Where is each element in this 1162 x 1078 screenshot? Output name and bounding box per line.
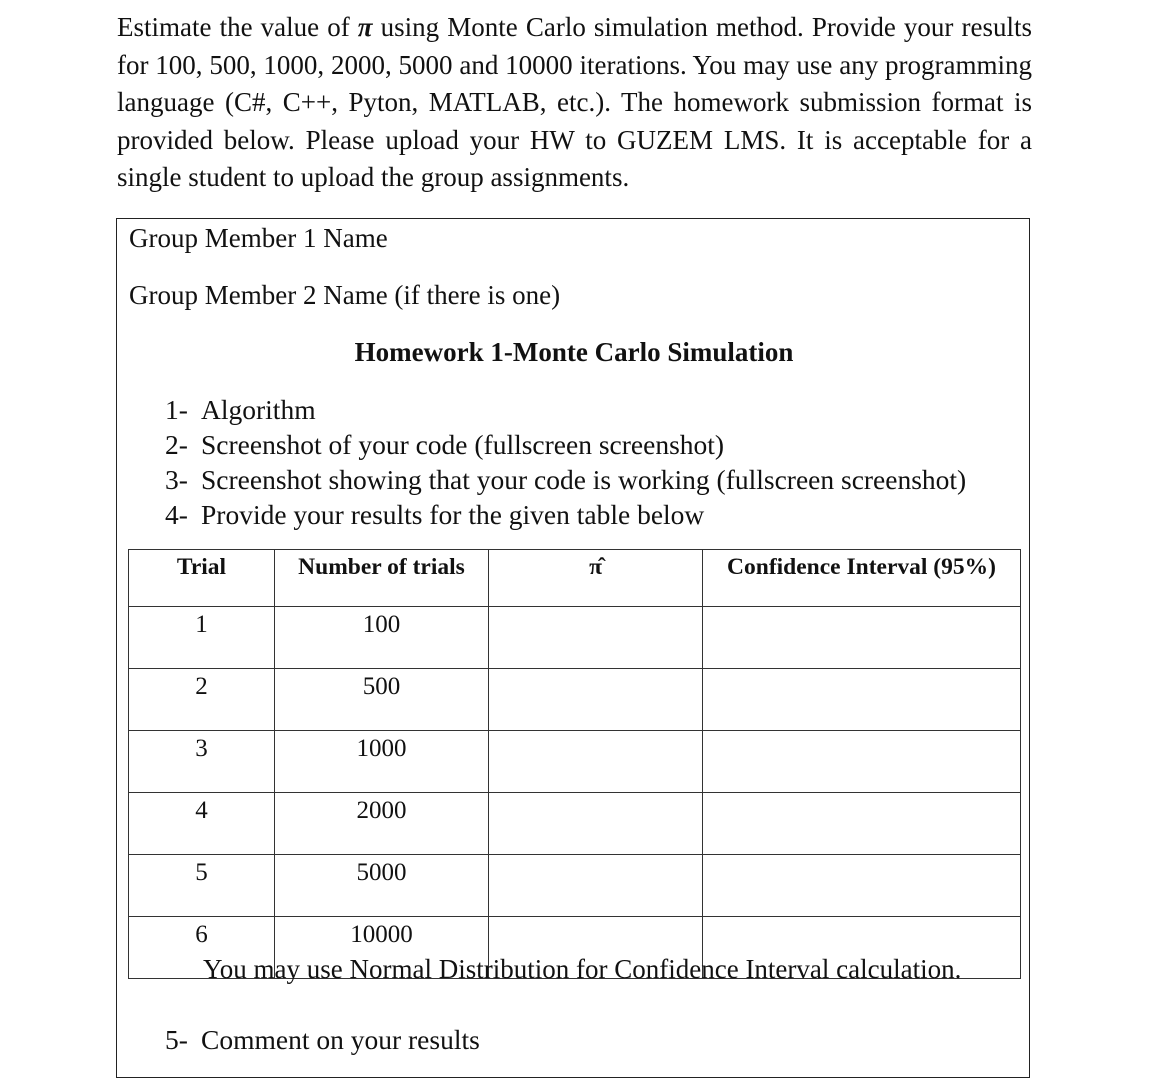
- submission-format-box: [116, 218, 1030, 1078]
- trial-cell: 4: [129, 793, 275, 855]
- pi-hat-cell: [489, 669, 703, 731]
- table-row: [129, 607, 1021, 669]
- homework-title: Homework 1-Monte Carlo Simulation: [354, 337, 794, 367]
- intro-text-start: Estimate the value of: [117, 12, 358, 42]
- trial-cell: 3: [129, 731, 275, 793]
- trial-cell: 1: [129, 607, 275, 669]
- pi-hat-cell: [489, 731, 703, 793]
- table-header-row: [129, 550, 1021, 607]
- table-row: [129, 669, 1021, 731]
- confidence-interval-note: You may use Normal Distribution for Confidence Interval calculation.: [203, 954, 962, 984]
- step-number: 1-: [165, 394, 188, 425]
- number-of-trials-cell: 1000: [275, 731, 489, 793]
- step-item: [165, 392, 966, 427]
- step-number: 2-: [165, 429, 188, 460]
- step-text: Algorithm: [201, 394, 316, 425]
- step-item: [165, 462, 966, 497]
- pi-hat-cell: [489, 793, 703, 855]
- number-of-trials-cell: 10000: [275, 917, 489, 979]
- header-confidence-interval: Confidence Interval (95%): [703, 550, 1021, 607]
- confidence-interval-cell: [703, 669, 1021, 731]
- pi-symbol: π: [357, 12, 373, 42]
- step-text: Comment on your results: [201, 1024, 480, 1055]
- intro-text-rest: using Monte Carlo simulation method. Provide your results for 100, 500, 1000, 2000, 5000 and 10000 iterations. You may use any programming language (C#, C++, Pyton, MATLAB, etc.). The homework submission format is provided below. Please upload your HW to GUZEM LMS. It is acceptable for a single student to upload the group assignments.: [117, 12, 1032, 192]
- comment-step: [165, 1024, 480, 1056]
- step-number: 5-: [165, 1024, 188, 1055]
- number-of-trials-cell: 5000: [275, 855, 489, 917]
- results-table: [128, 549, 1021, 979]
- step-text: Provide your results for the given table below: [201, 499, 705, 530]
- step-item: [165, 427, 966, 462]
- trial-cell: 6: [129, 917, 275, 979]
- table-row: [129, 731, 1021, 793]
- trial-cell: 2: [129, 669, 275, 731]
- table-row: [129, 855, 1021, 917]
- header-number-of-trials: Number of trials: [275, 550, 489, 607]
- confidence-interval-cell: [703, 607, 1021, 669]
- step-number: 4-: [165, 499, 188, 530]
- step-text: Screenshot showing that your code is working (fullscreen screenshot): [201, 464, 967, 495]
- confidence-interval-cell: [703, 731, 1021, 793]
- pi-hat-cell: [489, 607, 703, 669]
- submission-steps-list: [165, 392, 966, 532]
- confidence-interval-cell: [703, 855, 1021, 917]
- group-member-2-name: Group Member 2 Name (if there is one): [129, 280, 561, 310]
- number-of-trials-cell: 500: [275, 669, 489, 731]
- header-pi-hat: π̂: [489, 550, 703, 607]
- group-member-1-name: Group Member 1 Name: [129, 223, 388, 253]
- assignment-instructions: [117, 9, 1032, 197]
- step-number: 3-: [165, 464, 188, 495]
- table-row: [129, 793, 1021, 855]
- step-item: [165, 497, 966, 532]
- pi-hat-cell: [489, 855, 703, 917]
- number-of-trials-cell: 2000: [275, 793, 489, 855]
- step-text: Screenshot of your code (fullscreen screenshot): [201, 429, 725, 460]
- number-of-trials-cell: 100: [275, 607, 489, 669]
- confidence-interval-cell: [703, 793, 1021, 855]
- header-trial: Trial: [129, 550, 275, 607]
- trial-cell: 5: [129, 855, 275, 917]
